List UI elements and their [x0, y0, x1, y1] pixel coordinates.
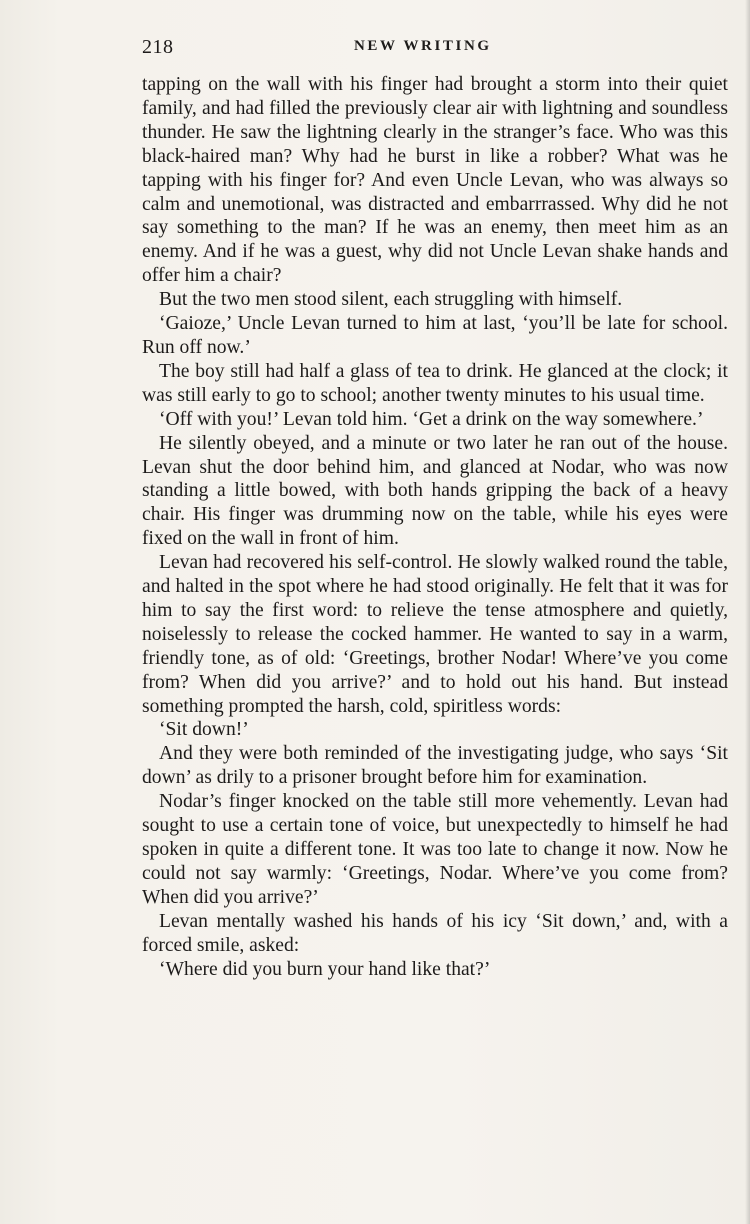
- paragraph-5: ‘Off with you!’ Levan told him. ‘Get a drink on the way somewhere.’: [159, 408, 704, 430]
- paragraph-12: ‘Where did you burn your hand like that?’: [159, 958, 491, 980]
- body-text: [142, 73, 728, 981]
- paragraph-4: The boy still had half a glass of tea to drink. He glanced at the clock; it was still early to go to school; another twenty minutes to his usual time.: [142, 360, 728, 406]
- paragraph-1: tapping on the wall with his finger had brought a storm into their quiet family, and had filled the previously clear air with lightning and soundless thunder. He saw the lightning clearly in the stranger’s face. Who was this black-haired man? Why had he burst in like a robber? What was he tapping with his finger for? And even Uncle Levan, who was always so calm and unemotional, was distracted and embarrrassed. Why did he not say something to the man? If he was an enemy, then meet him as an enemy. And if he was a guest, why did not Uncle Levan shake hands and offer him a chair?: [142, 74, 728, 287]
- running-head: NEW WRITING: [354, 38, 492, 54]
- page-header: [142, 36, 728, 62]
- paragraph-3: ‘Gaioze,’ Uncle Levan turned to him at last, ‘you’ll be late for school. Run off now.’: [142, 313, 728, 358]
- paragraph-10: Nodar’s finger knocked on the table still more vehemently. Levan had sought to use a certain tone of voice, but unexpectedly to himself he had spoken in quite a different tone. It was too late to change it now. Now he could not say warmly: ‘Greetings, Nodar. Where’ve you come from? When did you arrive?’: [142, 791, 728, 908]
- page-edge-shadow: [745, 0, 750, 1224]
- page-number: 218: [142, 36, 174, 58]
- paragraph-7: Levan had recovered his self-control. He slowly walked round the table, and halted in the spot where he had stood originally. He felt that it was for him to say the first word: to relieve the tense atmosphere and quietly, noiselessly to release the cocked hammer. He wanted to say in a warm, friendly tone, as of old: ‘Greetings, brother Nodar! Where’ve you come from? When did you arrive?’ and to hold out his hand. But instead something prompted the harsh, cold, spiritless words:: [142, 552, 728, 717]
- paragraph-6: He silently obeyed, and a minute or two later he ran out of the house. Levan shut the door behind him, and glanced at Nodar, who was now standing a little bowed, with both hands gripping the back of a heavy chair. His finger was drumming now on the table, while his eyes were fixed on the wall in front of him.: [142, 432, 728, 550]
- paragraph-8: ‘Sit down!’: [159, 719, 249, 741]
- paragraph-11: Levan mentally washed his hands of his icy ‘Sit down,’ and, with a forced smile, asked:: [142, 910, 728, 956]
- paragraph-2: But the two men stood silent, each struggling with himself.: [159, 289, 623, 311]
- paragraph-9: And they were both reminded of the investigating judge, who says ‘Sit down’ as drily to a prisoner brought before him for examination.: [142, 743, 728, 789]
